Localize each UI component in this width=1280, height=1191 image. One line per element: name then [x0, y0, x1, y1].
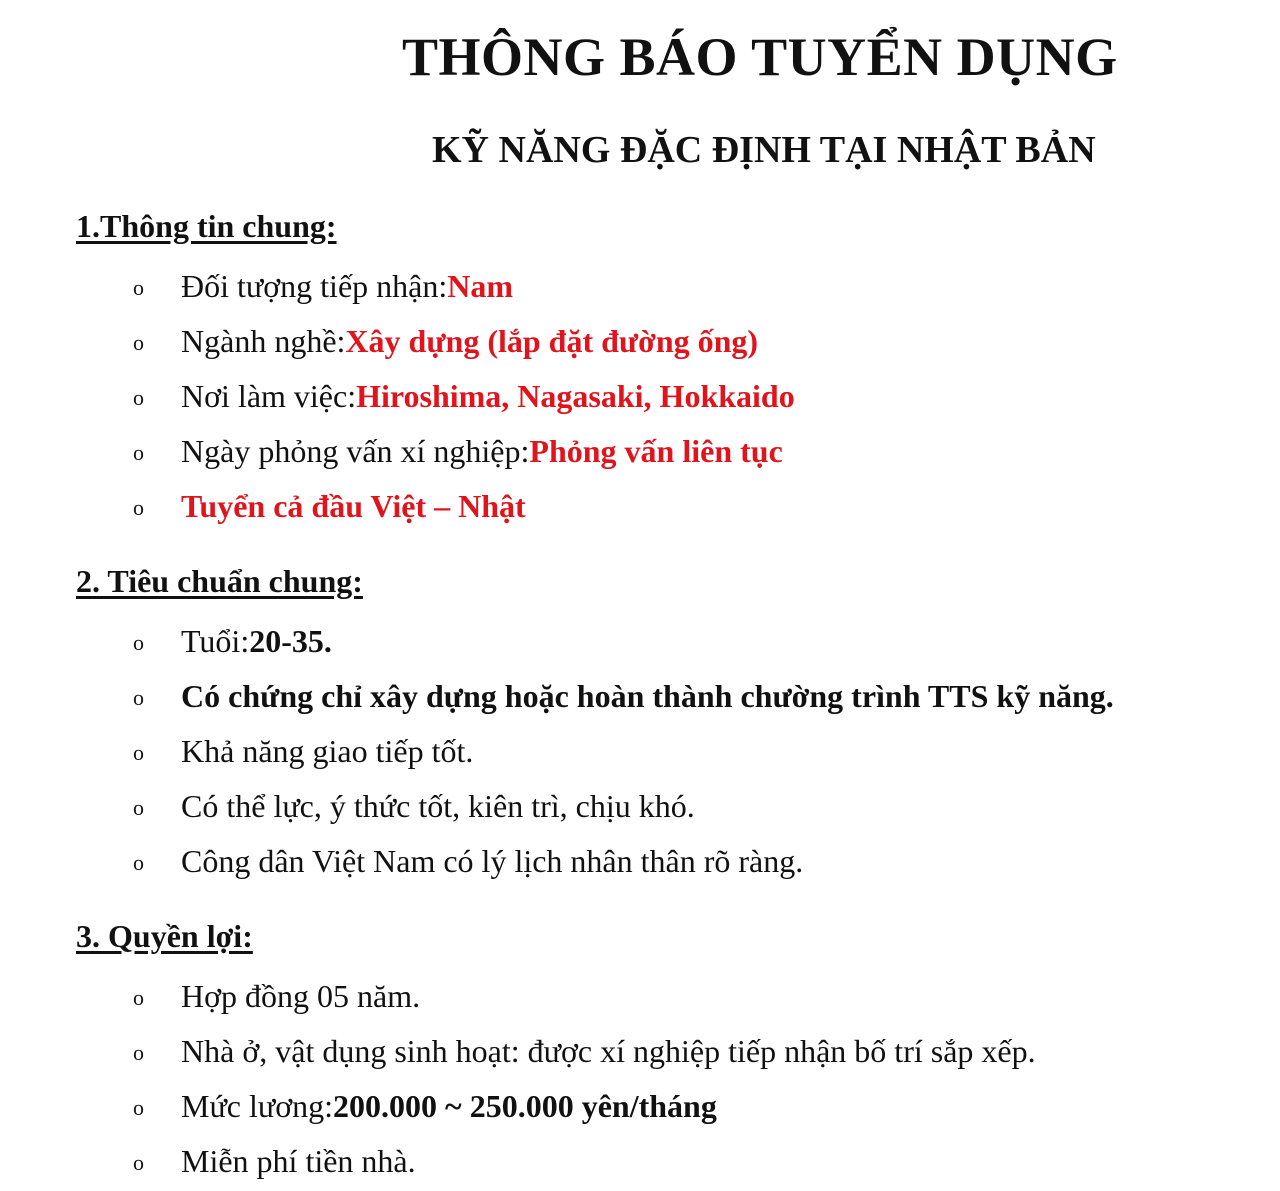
list-item-communication	[133, 733, 473, 770]
item-value: 200.000 ~ 250.000 yên/tháng	[333, 1088, 717, 1124]
list-item-occupation	[133, 323, 758, 360]
bullet-icon: o	[133, 1150, 144, 1175]
list-item-certificate	[133, 678, 1114, 715]
list-item-target-gender	[133, 268, 513, 305]
item-text: Hợp đồng 05 năm.	[181, 978, 421, 1014]
list-item-interview-date	[133, 433, 783, 470]
item-value: Nam	[447, 268, 513, 304]
bullet-icon: o	[133, 275, 144, 300]
item-text: Nhà ở, vật dụng sinh hoạt: được xí nghiệp tiếp nhận bố trí sắp xếp.	[181, 1033, 1036, 1069]
item-text: Miễn phí tiền nhà.	[181, 1143, 416, 1179]
list-item-free-housing	[133, 1143, 416, 1180]
list-item-recruitment-scope	[133, 488, 526, 525]
bullet-icon: o	[133, 795, 144, 820]
item-label: Tuổi:	[181, 623, 250, 659]
list-item-workplace	[133, 378, 795, 415]
list-item-fitness	[133, 788, 695, 825]
item-text: Khả năng giao tiếp tốt.	[181, 733, 474, 769]
bullet-icon: o	[133, 850, 144, 875]
item-label: Nơi làm việc:	[181, 378, 357, 414]
item-text: Có thể lực, ý thức tốt, kiên trì, chịu khó.	[181, 788, 695, 824]
bullet-icon: o	[133, 985, 144, 1010]
page-title-text: THÔNG BÁO TUYỂN DỤNG	[402, 27, 1118, 87]
list-item-salary	[133, 1088, 717, 1125]
bullet-icon: o	[133, 330, 144, 355]
item-label: Ngày phỏng vấn xí nghiệp:	[181, 433, 530, 469]
bullet-icon: o	[133, 630, 144, 655]
page-subtitle: KỸ NĂNG ĐẶC ĐỊNH TẠI NHẬT BẢN	[432, 129, 1096, 171]
bullet-icon: o	[133, 685, 144, 710]
item-value: Hiroshima, Nagasaki, Hokkaido	[356, 378, 795, 414]
item-value: Xây dựng (lắp đặt đường ống)	[345, 323, 759, 359]
list-item-contract	[133, 978, 420, 1015]
bullet-icon: o	[133, 440, 144, 465]
item-value: Phỏng vấn liên tục	[529, 433, 783, 469]
item-value: Tuyển cả đầu Việt – Nhật	[181, 488, 526, 524]
list-item-housing	[133, 1033, 1036, 1070]
list-item-age	[133, 623, 332, 660]
item-text: Có chứng chỉ xây dựng hoặc hoàn thành chường trình TTS kỹ năng.	[181, 678, 1114, 714]
item-value: 20-35.	[249, 623, 332, 659]
page-title	[0, 26, 1280, 88]
bullet-icon: o	[133, 740, 144, 765]
item-label: Mức lương:	[181, 1088, 334, 1124]
bullet-icon: o	[133, 385, 144, 410]
item-label: Đối tượng tiếp nhận:	[181, 268, 448, 304]
section-heading-general-info: 1.Thông tin chung:	[76, 208, 337, 244]
item-label: Ngành nghề:	[181, 323, 346, 359]
section-heading-requirements: 2. Tiêu chuẩn chung:	[76, 563, 363, 599]
section-heading-benefits: 3. Quyền lợi:	[76, 918, 253, 954]
list-item-citizenship	[133, 843, 803, 880]
bullet-icon: o	[133, 495, 144, 520]
bullet-icon: o	[133, 1095, 144, 1120]
bullet-icon: o	[133, 1040, 144, 1065]
item-text: Công dân Việt Nam có lý lịch nhân thân rõ ràng.	[181, 843, 804, 879]
